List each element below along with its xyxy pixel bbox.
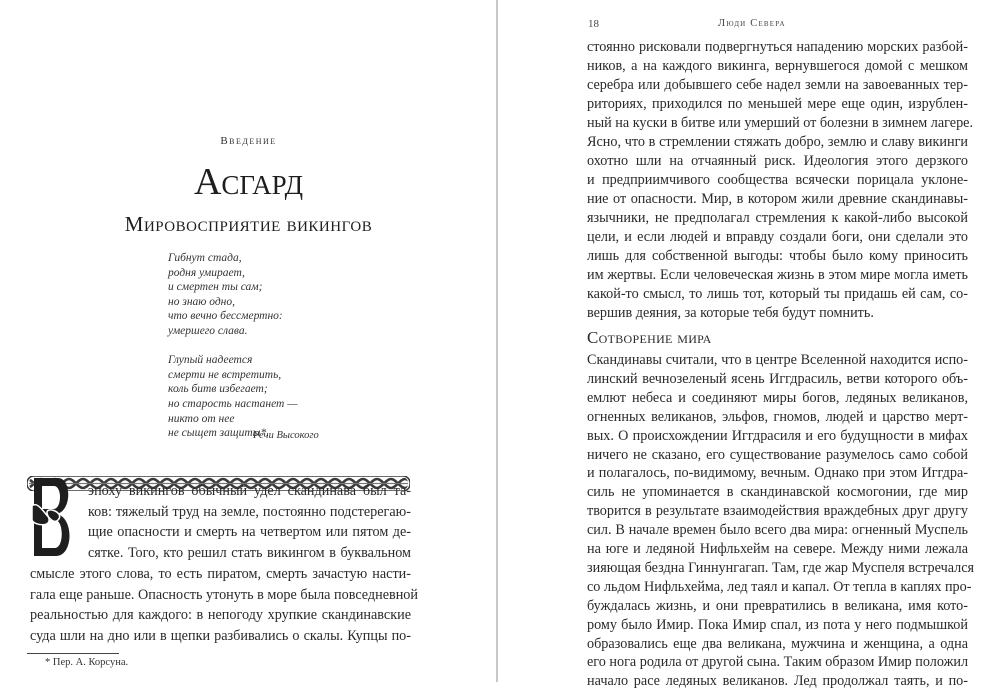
text-line: буждалась жизнь, и они превратились в великана, имя кото- bbox=[587, 597, 968, 614]
text-line: им жертвы. Если человеческая жизнь в этом мире могла иметь bbox=[587, 267, 968, 283]
poem-line: не сыщет защиты*. bbox=[168, 427, 270, 440]
text-line: со льдом Нифльхейма, лед таял и капал. От тепла в каплях про- bbox=[587, 578, 972, 595]
text-line: охотно шли на отчаянный риск. Идеология этого дерзкого bbox=[587, 153, 968, 169]
poem-line: и смертен ты сам; bbox=[168, 281, 263, 294]
section-label: Введение bbox=[220, 135, 277, 147]
text-line: емлют небеса и соединяют миры богов, ледяных великанов, bbox=[587, 389, 968, 406]
text-line: рому было Имир. Пока Имир спал, из пота у него подмышкой bbox=[587, 616, 968, 633]
text-line: серебра или добывшего себе надел земли на завоеванных тер- bbox=[587, 77, 968, 93]
chapter-subtitle: Мировосприятие викингов bbox=[124, 212, 373, 236]
text-line: образовались еще два великана, мужчина и женщина, а одна bbox=[587, 635, 968, 652]
poem-line: умершего слава. bbox=[168, 324, 248, 337]
text-line: язычники, не предполагал стремления к какой-либо высокой bbox=[587, 210, 968, 226]
text-line: лишь для собственной выгоды: чтобы было кому приносить bbox=[587, 248, 968, 264]
poem-line: Глупый надеется bbox=[168, 354, 253, 367]
text-line: сятке. Того, кто решил стать викингом в буквальном bbox=[88, 545, 411, 562]
poem-line: Гибнут стада, bbox=[168, 252, 242, 264]
stanza-gap bbox=[168, 339, 297, 354]
running-head: Люди Севера bbox=[718, 18, 786, 29]
right-page bbox=[498, 0, 1000, 690]
text-line: гала еще раньше. Опасность утонуть в море была повседневной bbox=[30, 586, 418, 603]
text-line: Ясно, что в стремлении стяжать добро, землю и славу викинги bbox=[587, 134, 968, 150]
text-line: силь не упоминается в скандинавской космогонии, где мир bbox=[587, 484, 968, 501]
left-page bbox=[0, 0, 497, 682]
text-line: творится в результате взаимодействия враждебных друг другу bbox=[587, 503, 968, 520]
text-line: и предприимчивого сообщества всячески порицала уклоне- bbox=[587, 172, 968, 188]
text-line: цели, и если людей и вправду создали боги, они сделали это bbox=[587, 229, 968, 245]
poem-line: никто от нее bbox=[168, 412, 235, 425]
text-line: вых. О происхождении Иггдрасиля и его будущности в мифах bbox=[587, 427, 968, 444]
text-line: линский вечнозеленый ясень Иггдрасиль, ветви которого объ- bbox=[587, 370, 968, 387]
text-line: ние от опасности. Мир, в котором жили древние скандинавы- bbox=[587, 191, 968, 207]
poem-line: коль битв избегает; bbox=[168, 383, 268, 396]
text-line: риториях, приходился по меньшей мере еще один, изрублен- bbox=[587, 96, 968, 112]
poem-line: но знаю одно, bbox=[168, 295, 236, 308]
chapter-title: Асгард bbox=[193, 161, 304, 203]
drop-cap-initial bbox=[28, 476, 74, 558]
text-line: какой-то смысл, то лишь тот, который ты придашь ей сам, со- bbox=[587, 286, 968, 302]
text-line: на юге и ледяной Нифльхейм на севере. Между ними лежала bbox=[587, 541, 968, 557]
text-line: ников, а на каждого викинга, вернувшегося домой с мешком bbox=[587, 58, 968, 74]
text-line: вершив деяния, за которые тебя будут помнить. bbox=[587, 305, 874, 321]
poem-line: смерти не встретить, bbox=[168, 368, 282, 381]
text-line: начало расе ледяных великанов. Лед продолжал таять, и по- bbox=[587, 673, 968, 690]
poem-source: Речи Высокого bbox=[253, 430, 319, 441]
text-line: и полагалось, по-видимому, вечным. Однако при этом Иггдра- bbox=[587, 465, 968, 482]
text-line: его нога родила от другой сына. Таким образом Имир положил bbox=[587, 654, 969, 671]
poem-line: но старость настанет — bbox=[168, 397, 298, 410]
poem-line: что вечно бессмертно: bbox=[168, 310, 283, 323]
text-line: огненных великанов, эльфов, гномов, людей и царство мерт- bbox=[587, 408, 968, 425]
text-line: суда шли на дно или в щепки разбивались о скалы. Купцы по- bbox=[30, 627, 411, 644]
section-heading: Сотворение мира bbox=[587, 328, 712, 347]
text-line: смысле этого слова, то есть пиратом, смерть зачастую насти- bbox=[30, 565, 411, 582]
text-line: стоянно рисковали подвергнуться нападению морских разбой- bbox=[587, 39, 968, 55]
text-line: ный на куски в битве или умерший от болезни в зимнем лагере. bbox=[587, 115, 974, 131]
footnote-rule bbox=[27, 653, 119, 654]
text-line: сил. В начале времен было всего два мира: огненный Муспель bbox=[587, 522, 968, 539]
text-line: ков: тяжелый труд на земле, постоянно подстерегаю- bbox=[88, 503, 411, 520]
poem-line: родня умирает, bbox=[168, 266, 245, 279]
text-line: эпоху викингов обычный удел скандинава был та- bbox=[88, 483, 411, 499]
page-number: 18 bbox=[588, 18, 599, 30]
text-line: зияющая бездна Гиннунгагап. Там, где жар Муспеля встречался bbox=[587, 559, 975, 576]
text-line: щие опасности и смерть на четвертом или пятом де- bbox=[88, 524, 411, 541]
footnote: * Пер. А. Корсуна. bbox=[45, 657, 129, 668]
text-line: Скандинавы считали, что в центре Вселенной находится испо- bbox=[587, 352, 968, 368]
text-line: реальностью для каждого: в непогоду хрупкие скандинавские bbox=[30, 607, 411, 624]
text-line: ничего не сказано, его существование разумелось само собой bbox=[587, 446, 968, 463]
epigraph-poem bbox=[168, 251, 297, 441]
